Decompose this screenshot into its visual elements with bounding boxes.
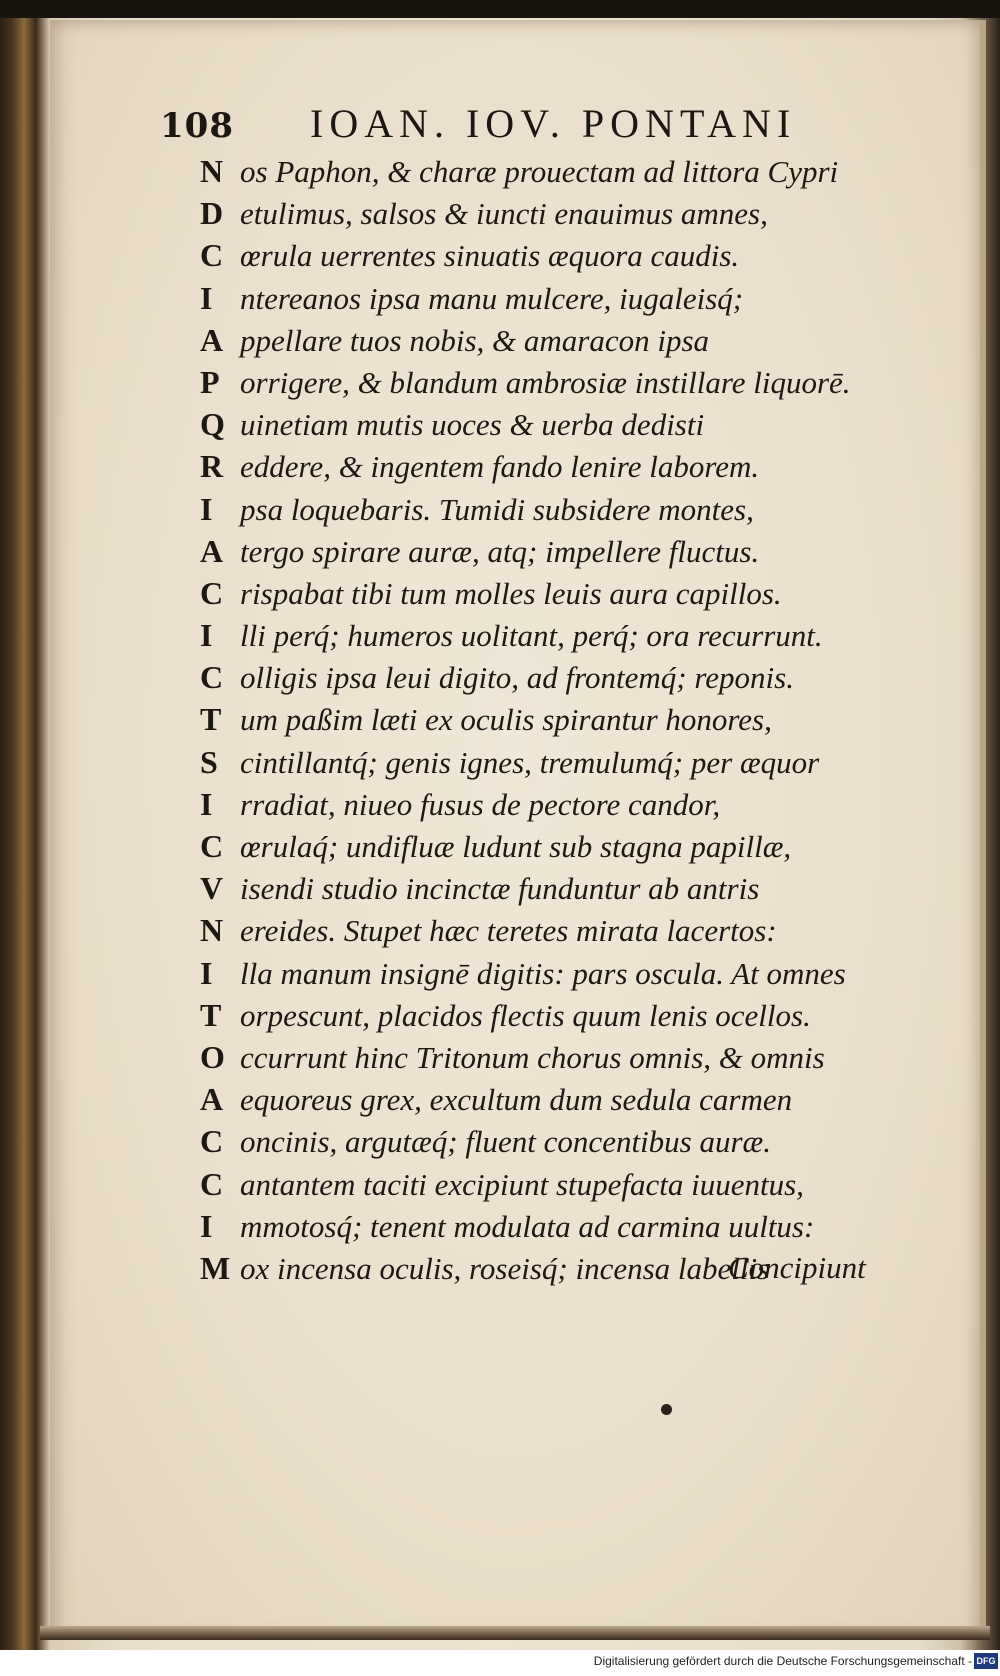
verse-line xyxy=(200,572,900,614)
verse-line xyxy=(200,867,900,909)
verse-line xyxy=(200,825,900,867)
line-initial: T xyxy=(200,701,222,738)
line-text: lli perq́; humeros uolitant, perq́; ora recurrunt. xyxy=(240,618,823,654)
line-initial: C xyxy=(200,1123,224,1160)
line-initial: C xyxy=(200,1165,224,1202)
line-initial: S xyxy=(200,743,218,780)
verse-line xyxy=(200,1120,900,1162)
line-initial: P xyxy=(200,363,220,400)
line-initial: C xyxy=(200,659,224,696)
page-number: 108 xyxy=(160,106,234,146)
line-text: um paßim læti ex oculis spirantur honores, xyxy=(240,702,772,738)
verse-line xyxy=(200,783,900,825)
line-text: mmotosq́; tenent modulata ad carmina uultus: xyxy=(240,1208,815,1244)
line-initial: V xyxy=(200,870,224,907)
line-text: œrula uerrentes sinuatis æquora caudis. xyxy=(240,238,740,274)
line-text: os Paphon, & charæ prouectam ad littora Cypri xyxy=(240,154,839,189)
verse-line xyxy=(200,150,900,192)
verse-line xyxy=(200,1205,900,1247)
line-text: isendi studio incinctæ funduntur ab antris xyxy=(240,871,760,907)
catchword: Concipiunt xyxy=(728,1250,866,1285)
line-text: ereides. Stupet hæc teretes mirata lacertos: xyxy=(240,913,777,949)
page-header xyxy=(160,100,920,150)
line-text: ox incensa oculis, roseisq́; incensa labellis xyxy=(240,1250,770,1286)
line-initial: I xyxy=(200,785,213,822)
verse-line xyxy=(200,277,900,319)
line-initial: C xyxy=(200,828,224,864)
line-initial: I xyxy=(200,1207,213,1244)
line-initial: A xyxy=(200,321,224,358)
line-text: equoreus grex, excultum dum sedula carmen xyxy=(240,1082,793,1118)
verse-line xyxy=(200,1163,900,1205)
line-text: oncinis, argutæq́; fluent concentibus auræ. xyxy=(240,1124,771,1160)
verse-line xyxy=(200,403,900,445)
verse-line xyxy=(200,614,900,656)
verse-line xyxy=(200,361,900,403)
line-text: antantem taciti excipiunt stupefacta iuuentus, xyxy=(240,1166,804,1202)
verse-line xyxy=(200,192,900,234)
line-initial: N xyxy=(200,912,224,949)
verse-line xyxy=(200,994,900,1036)
digitization-footer xyxy=(0,1650,1000,1676)
line-initial: I xyxy=(200,617,213,654)
verse-line xyxy=(200,698,900,740)
line-text: etulimus, salsos & iuncti enauimus amnes, xyxy=(240,196,768,232)
line-text: ccurrunt hinc Tritonum chorus omnis, & omnis xyxy=(240,1039,825,1075)
line-initial: D xyxy=(200,195,224,232)
verse-line xyxy=(200,741,900,783)
line-text: rispabat tibi tum molles leuis aura capillos. xyxy=(240,575,782,611)
dfg-logo: DFG xyxy=(974,1653,998,1669)
line-text: uinetiam mutis uoces & uerba dedisti xyxy=(240,407,705,443)
verse-line xyxy=(200,530,900,572)
line-initial: T xyxy=(200,996,222,1033)
line-initial: M xyxy=(200,1249,231,1286)
verse-line xyxy=(200,1036,900,1078)
scan-top-edge xyxy=(0,0,1000,18)
verse-line xyxy=(200,952,900,994)
line-text: orpescunt, placidos flectis quum lenis ocellos. xyxy=(240,997,811,1033)
verse-line xyxy=(200,656,900,698)
running-head: IOAN. IOV. PONTANI xyxy=(310,101,797,146)
line-initial: I xyxy=(200,279,213,316)
line-text: œrulaq́; undifluæ ludunt sub stagna papillæ, xyxy=(240,829,792,864)
verse-line xyxy=(200,488,900,530)
verse-line xyxy=(200,445,900,487)
line-initial: A xyxy=(200,1081,224,1118)
line-text: olligis ipsa leui digito, ad frontemq́; reponis. xyxy=(240,660,794,696)
verse-line xyxy=(200,909,900,951)
line-text: eddere, & ingentem fando lenire laborem. xyxy=(240,449,760,485)
line-initial: N xyxy=(200,153,224,189)
line-initial: Q xyxy=(200,406,225,443)
line-initial: C xyxy=(200,237,224,274)
line-initial: R xyxy=(200,448,224,485)
line-initial: I xyxy=(200,954,213,991)
line-text: orrigere, & blandum ambrosiæ instillare liquorē. xyxy=(240,364,851,400)
line-text: cintillantq́; genis ignes, tremulumq́; per æquor xyxy=(240,744,820,780)
line-text: rradiat, niueo fusus de pectore candor, xyxy=(240,786,721,822)
line-initial: A xyxy=(200,532,224,569)
line-text: psa loquebaris. Tumidi subsidere montes, xyxy=(240,491,754,527)
line-initial: O xyxy=(200,1038,225,1075)
line-text: tergo spirare auræ, atq; impellere fluctus. xyxy=(240,533,760,569)
verse-block xyxy=(200,150,900,1289)
line-initial: I xyxy=(200,490,213,527)
verse-line xyxy=(200,319,900,361)
book-bottom-edge xyxy=(40,1626,990,1640)
line-text: ntereanos ipsa manu mulcere, iugaleisq́; xyxy=(240,280,744,316)
line-text: lla manum insignē digitis: pars oscula. At omnes xyxy=(240,955,846,991)
line-text: ppellare tuos nobis, & amaracon ipsa xyxy=(240,322,710,358)
footer-credit: Digitalisierung gefördert durch die Deutsche Forschungsgemeinschaft - xyxy=(593,1654,972,1668)
ink-dot xyxy=(661,1404,672,1415)
verse-line xyxy=(200,1078,900,1120)
verse-line xyxy=(200,234,900,276)
line-initial: C xyxy=(200,574,224,611)
